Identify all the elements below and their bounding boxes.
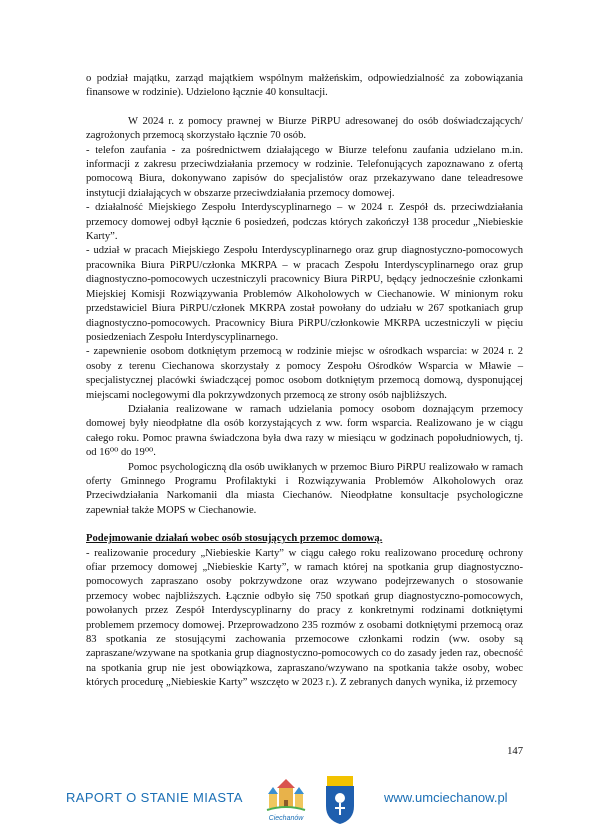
- paragraph: - udział w pracach Miejskiego Zespołu Interdyscyplinarnego oraz grup diagnostyczno-pomocowych pracownika Biura PiRPU/członka MKRPA – w pracach Zespołu Interdyscyplinarnego oraz grup diagnostyczno-pomocowych uczestniczyli pracownicy Biura PiRPU, będący jednocześnie członkami Miejskiej Komisji Rozwiązywania Problemów Alkoholowych w Ciechanowie. W minionym roku przedstawiciel Biura PiRPU/członek MKRPA został powołany do udziału w 267 spotkaniach grup diagnostyczno-pomocowych. Pracownicy Biura PiRPU/członkowie MKRPA uczestniczyli w pięciu posiedzeniach Zespołu Interdyscyplinarnego.: [86, 245, 523, 343]
- coat-of-arms-icon: [323, 774, 357, 826]
- paragraph: - zapewnienie osobom dotkniętym przemocą w rodzinie miejsc w ośrodkach wsparcia: w 2024 r. 2 osoby z terenu Ciechanowa skorzystały z pomocy Zespołu Ośrodków Wsparcia w Mławie – specjalistycznej placówki świadczącej pomoc osobom dotkniętym przemocą domową, dysponującej miejscami noclegowymi dla pokrzywdzonych przemocą ze strony osób najbliższych.: [86, 346, 523, 401]
- paragraph: o podział majątku, zarząd majątkiem wspólnym małżeńskim, odpowiedzialność za zobowiązania finansowe w rodzinie). Udzielono łącznie 40 konsultacji.: [86, 73, 523, 99]
- paragraph: - działalność Miejskiego Zespołu Interdyscyplinarnego – w 2024 r. Zespół ds. przeciwdziałania przemocy domowej odbył łącznie 6 posiedzeń, podczas których zakończył 138 procedur „Niebieskie Karty”.: [86, 202, 523, 243]
- logo-text: Ciechanów: [268, 815, 304, 822]
- spacer: [86, 101, 523, 115]
- paragraph: Pomoc psychologiczną dla osób uwikłanych w przemoc Biuro PiRPU realizowało w ramach oferty Gminnego Programu Profilaktyki i Rozwiązywania Problemów Alkoholowych oraz Przeciwdziałania Narkomanii dla miasta Ciechanów. Nieodpłatne konsultacje psychologiczne zapewniał także MOPS w Ciechanowie.: [86, 461, 523, 516]
- page-number: 147: [507, 746, 523, 757]
- city-logo-icon: [263, 776, 309, 824]
- paragraph: - realizowanie procedury „Niebieskie Karty” w ciągu całego roku realizowano procedurę ochrony ofiar przemocy domowej „Niebieskie Karty”, w ramach której na spotkania grup diagnostyczno- pomocowych zapraszano osoby pokrzywdzone oraz wzywano podejrzewanych o stosowanie przemocy wobec najbliższych. Łącznie odbyło się 750 spotkań grup diagnostyczno-pomocowych, powołanych przez Zespół Interdyscyplinarny do pracy z konkretnymi rodzinami dotkniętymi problemem przemocy domowej. Przeprowadzono 235 rozmów z osobami dotkniętymi przemocą oraz 83 spotkania ze stosującymi zachowania przemocowe członkami rodzin (ww. osoby są zapraszane/wzywane na spotkania grup diagnostyczno-pomocowych co do zasady jeden raz, obecność na spotkania grup nie jest obowiązkowa, zapraszano/wzywano na spotkania także osoby, wobec których procedurę „Niebieskie Karty” wszczęto w 2023 r.). Z zebranych danych wynika, iż przemocy: [86, 547, 523, 689]
- section-heading-text: Podejmowanie działań wobec osób stosujących przemoc domową.: [86, 533, 383, 545]
- paragraph: - telefon zaufania - za pośrednictwem działającego w Biurze telefonu zaufania udzielano m.in. informacji z zakresu przeciwdziałania przemocy w rodzinie. Telefonujących zapoznawano z ofertą pomocową Biura, dokonywano zapisów do specjalistów oraz przekazywano dane teleadresowe instytucji działających w obszarze przeciwdziałania przemocy domowej.: [86, 144, 523, 199]
- section-heading: [86, 532, 523, 546]
- footer-report-title: RAPORT O STANIE MIASTA: [66, 790, 243, 805]
- page-footer: [0, 772, 594, 840]
- paragraph: W 2024 r. z pomocy prawnej w Biurze PiRPU adresowanej do osób doświadczających/ zagrożonych przemocą skorzystało łącznie 70 osób.: [86, 115, 523, 142]
- footer-website-link[interactable]: www.umciechanow.pl: [384, 790, 508, 805]
- paragraph: Działania realizowane w ramach udzielania pomocy osobom doznającym przemocy domowej były nieodpłatne dla osób korzystających z ww. form wsparcia. Realizowano je w ciągu całego roku. Pomoc prawna świadczona była dwa razy w miesiącu w godzinach popołudniowych, tj. od 16⁰⁰ do 19⁰⁰.: [86, 403, 523, 459]
- spacer: [86, 518, 523, 532]
- page-body: [86, 72, 523, 691]
